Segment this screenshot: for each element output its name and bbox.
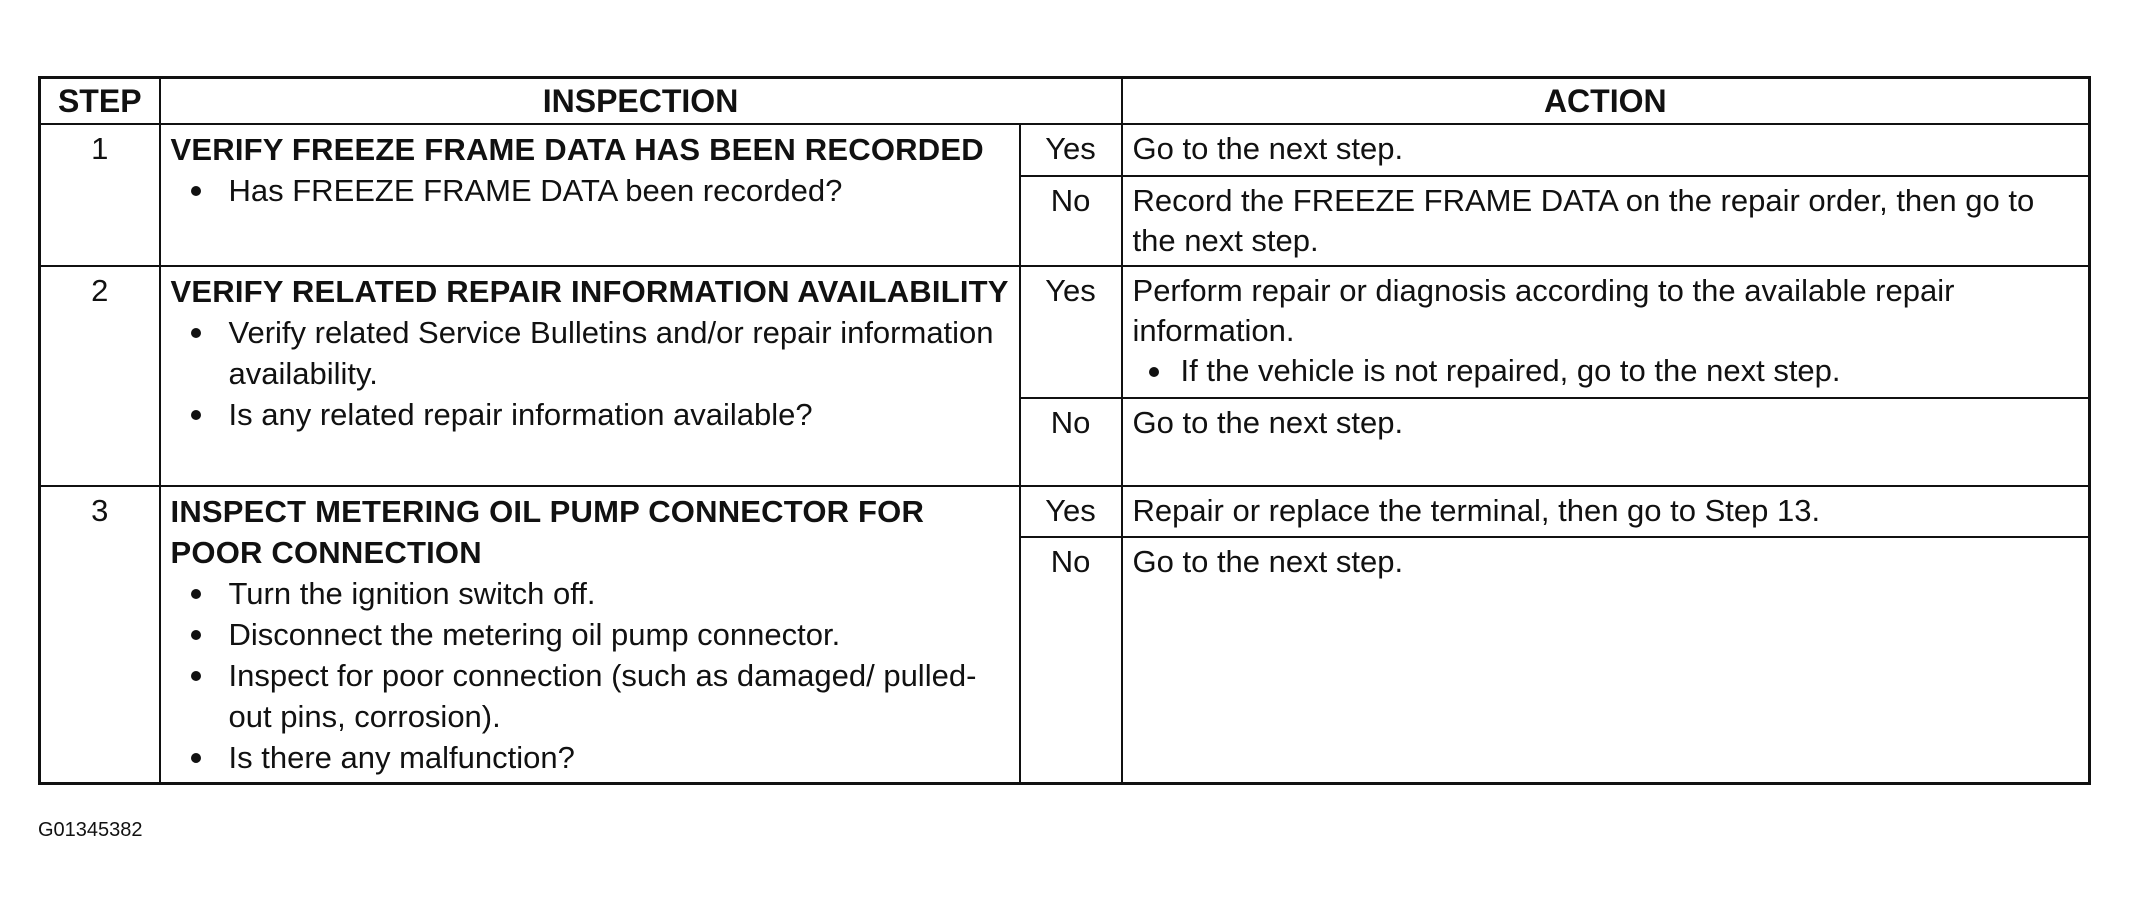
yes-action: Repair or replace the terminal, then go to Step 13.: [1122, 486, 2090, 537]
inspection-bullet: Is any related repair information available?: [171, 394, 1011, 435]
header-step: STEP: [40, 78, 160, 125]
inspection-cell: [160, 266, 1020, 486]
no-label: No: [1020, 398, 1122, 486]
diagnostic-table: [38, 76, 2091, 785]
yes-action-cell: [1122, 266, 2090, 398]
step-number: 2: [40, 266, 160, 486]
inspection-title: INSPECT METERING OIL PUMP CONNECTOR FOR POOR CONNECTION: [170, 494, 925, 570]
yes-action: Perform repair or diagnosis according to the available repair information.: [1132, 273, 1955, 348]
no-action: Record the FREEZE FRAME DATA on the repair order, then go to the next step.: [1122, 176, 2090, 266]
yes-label: Yes: [1020, 486, 1122, 537]
inspection-bullet: Turn the ignition switch off.: [171, 573, 1011, 614]
table-row: [40, 266, 2090, 398]
inspection-bullets: [171, 170, 1011, 211]
inspection-bullets: [171, 312, 1011, 435]
step-number: 1: [40, 124, 160, 266]
yes-action: Go to the next step.: [1122, 124, 2090, 176]
yes-label: Yes: [1020, 124, 1122, 176]
inspection-bullet: Verify related Service Bulletins and/or repair information availability.: [171, 312, 1011, 394]
inspection-cell: [160, 124, 1020, 266]
inspection-bullet: Disconnect the metering oil pump connector.: [171, 614, 1011, 655]
no-label: No: [1020, 176, 1122, 266]
inspection-cell: [160, 486, 1020, 784]
inspection-bullet: Inspect for poor connection (such as damaged/ pulled-out pins, corrosion).: [171, 655, 1011, 737]
table-row: [40, 486, 2090, 537]
inspection-title: VERIFY FREEZE FRAME DATA HAS BEEN RECORDED: [170, 132, 984, 167]
figure-code: G01345382: [38, 819, 143, 841]
no-action: Go to the next step.: [1122, 398, 2090, 486]
step-number: 3: [40, 486, 160, 784]
header-inspection: INSPECTION: [160, 78, 1122, 125]
inspection-title: VERIFY RELATED REPAIR INFORMATION AVAILABILITY: [170, 274, 1009, 309]
inspection-bullet: Is there any malfunction?: [171, 737, 1011, 778]
no-action: Go to the next step.: [1122, 537, 2090, 784]
header-action: ACTION: [1122, 78, 2090, 125]
yes-label: Yes: [1020, 266, 1122, 398]
table-header-row: [40, 78, 2090, 125]
table-row: [40, 124, 2090, 176]
inspection-bullets: [171, 573, 1011, 778]
action-bullet: If the vehicle is not repaired, go to the next step.: [1133, 351, 2081, 391]
inspection-bullet: Has FREEZE FRAME DATA been recorded?: [171, 170, 1011, 211]
action-bullets: [1133, 351, 2081, 391]
no-label: No: [1020, 537, 1122, 784]
